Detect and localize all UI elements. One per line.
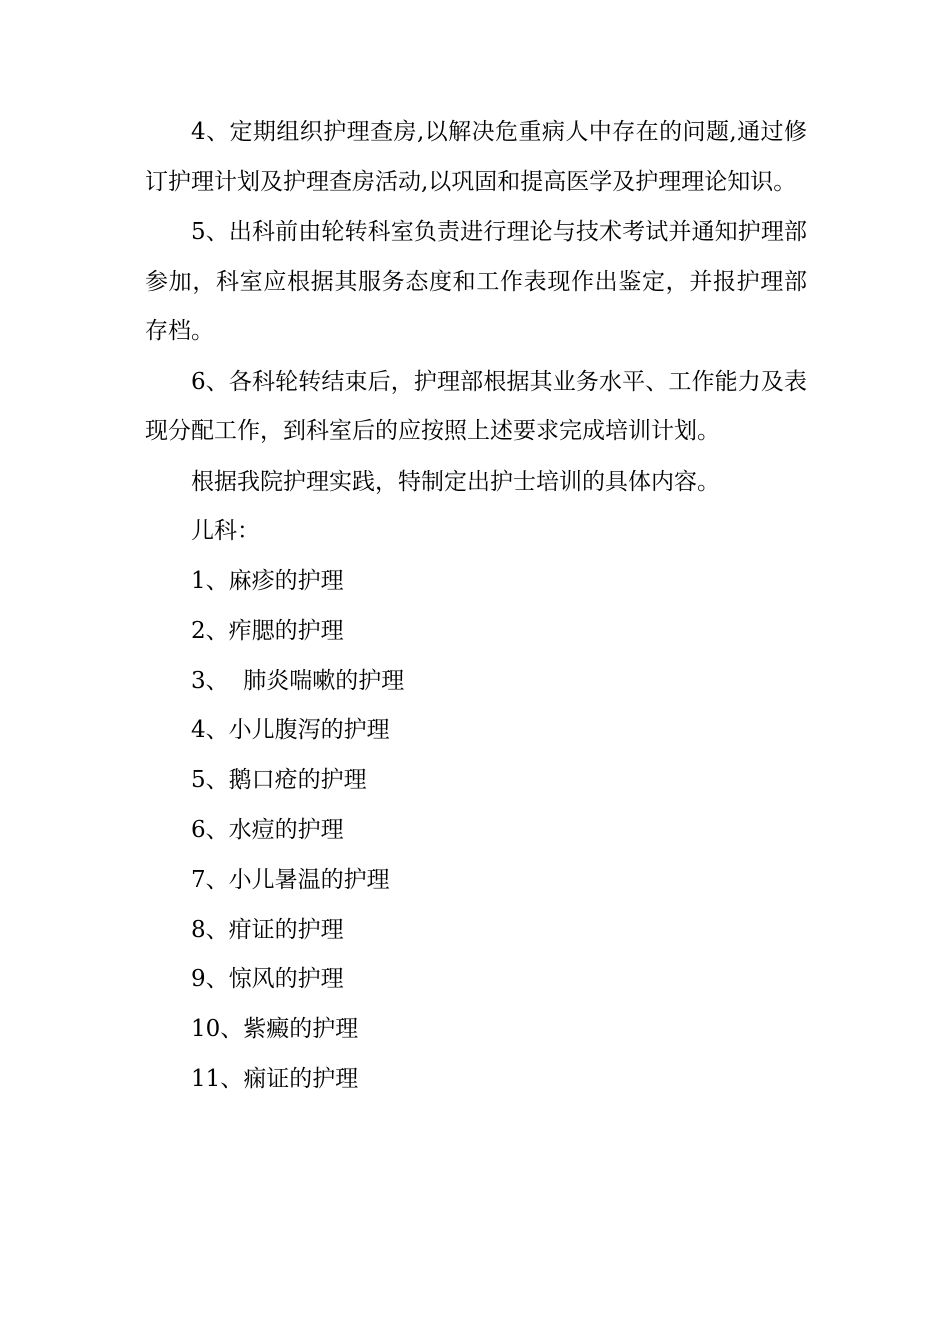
list-item: 8、疳证的护理 [191, 916, 344, 943]
document-page [145, 108, 807, 1105]
list-item: 3、 肺炎喘嗽的护理 [191, 667, 405, 694]
list-item: 5、鹅口疮的护理 [191, 767, 367, 794]
list-item: 6、水痘的护理 [191, 817, 344, 844]
paragraph-item-6: 6、各科轮转结束后，护理部根据其业务水平、工作能力及表现分配工作，到科室后的应按照上述要求完成培训计划。 [145, 368, 807, 444]
list-item: 4、小儿腹泻的护理 [191, 717, 390, 744]
list-item: 2、痄腮的护理 [191, 617, 344, 644]
list-item: 10、紫癜的护理 [191, 1016, 359, 1043]
list-item: 11、痫证的护理 [191, 1066, 359, 1093]
list-item: 1、麻疹的护理 [191, 568, 344, 595]
list-item: 7、小儿暑温的护理 [191, 866, 390, 893]
paragraph-item-4: 4、定期组织护理查房,以解决危重病人中存在的问题,通过修订护理计划及护理查房活动,以巩固和提高医学及护理理论知识。 [145, 119, 807, 195]
section-heading-pediatrics: 儿科： [191, 518, 260, 545]
paragraph-item-5: 5、出科前由轮转科室负责进行理论与技术考试并通知护理部参加，科室应根据其服务态度和工作表现作出鉴定，并报护理部存档。 [145, 219, 807, 344]
list-item: 9、惊风的护理 [191, 966, 344, 993]
intro-line: 根据我院护理实践，特制定出护士培训的具体内容。 [191, 468, 720, 495]
